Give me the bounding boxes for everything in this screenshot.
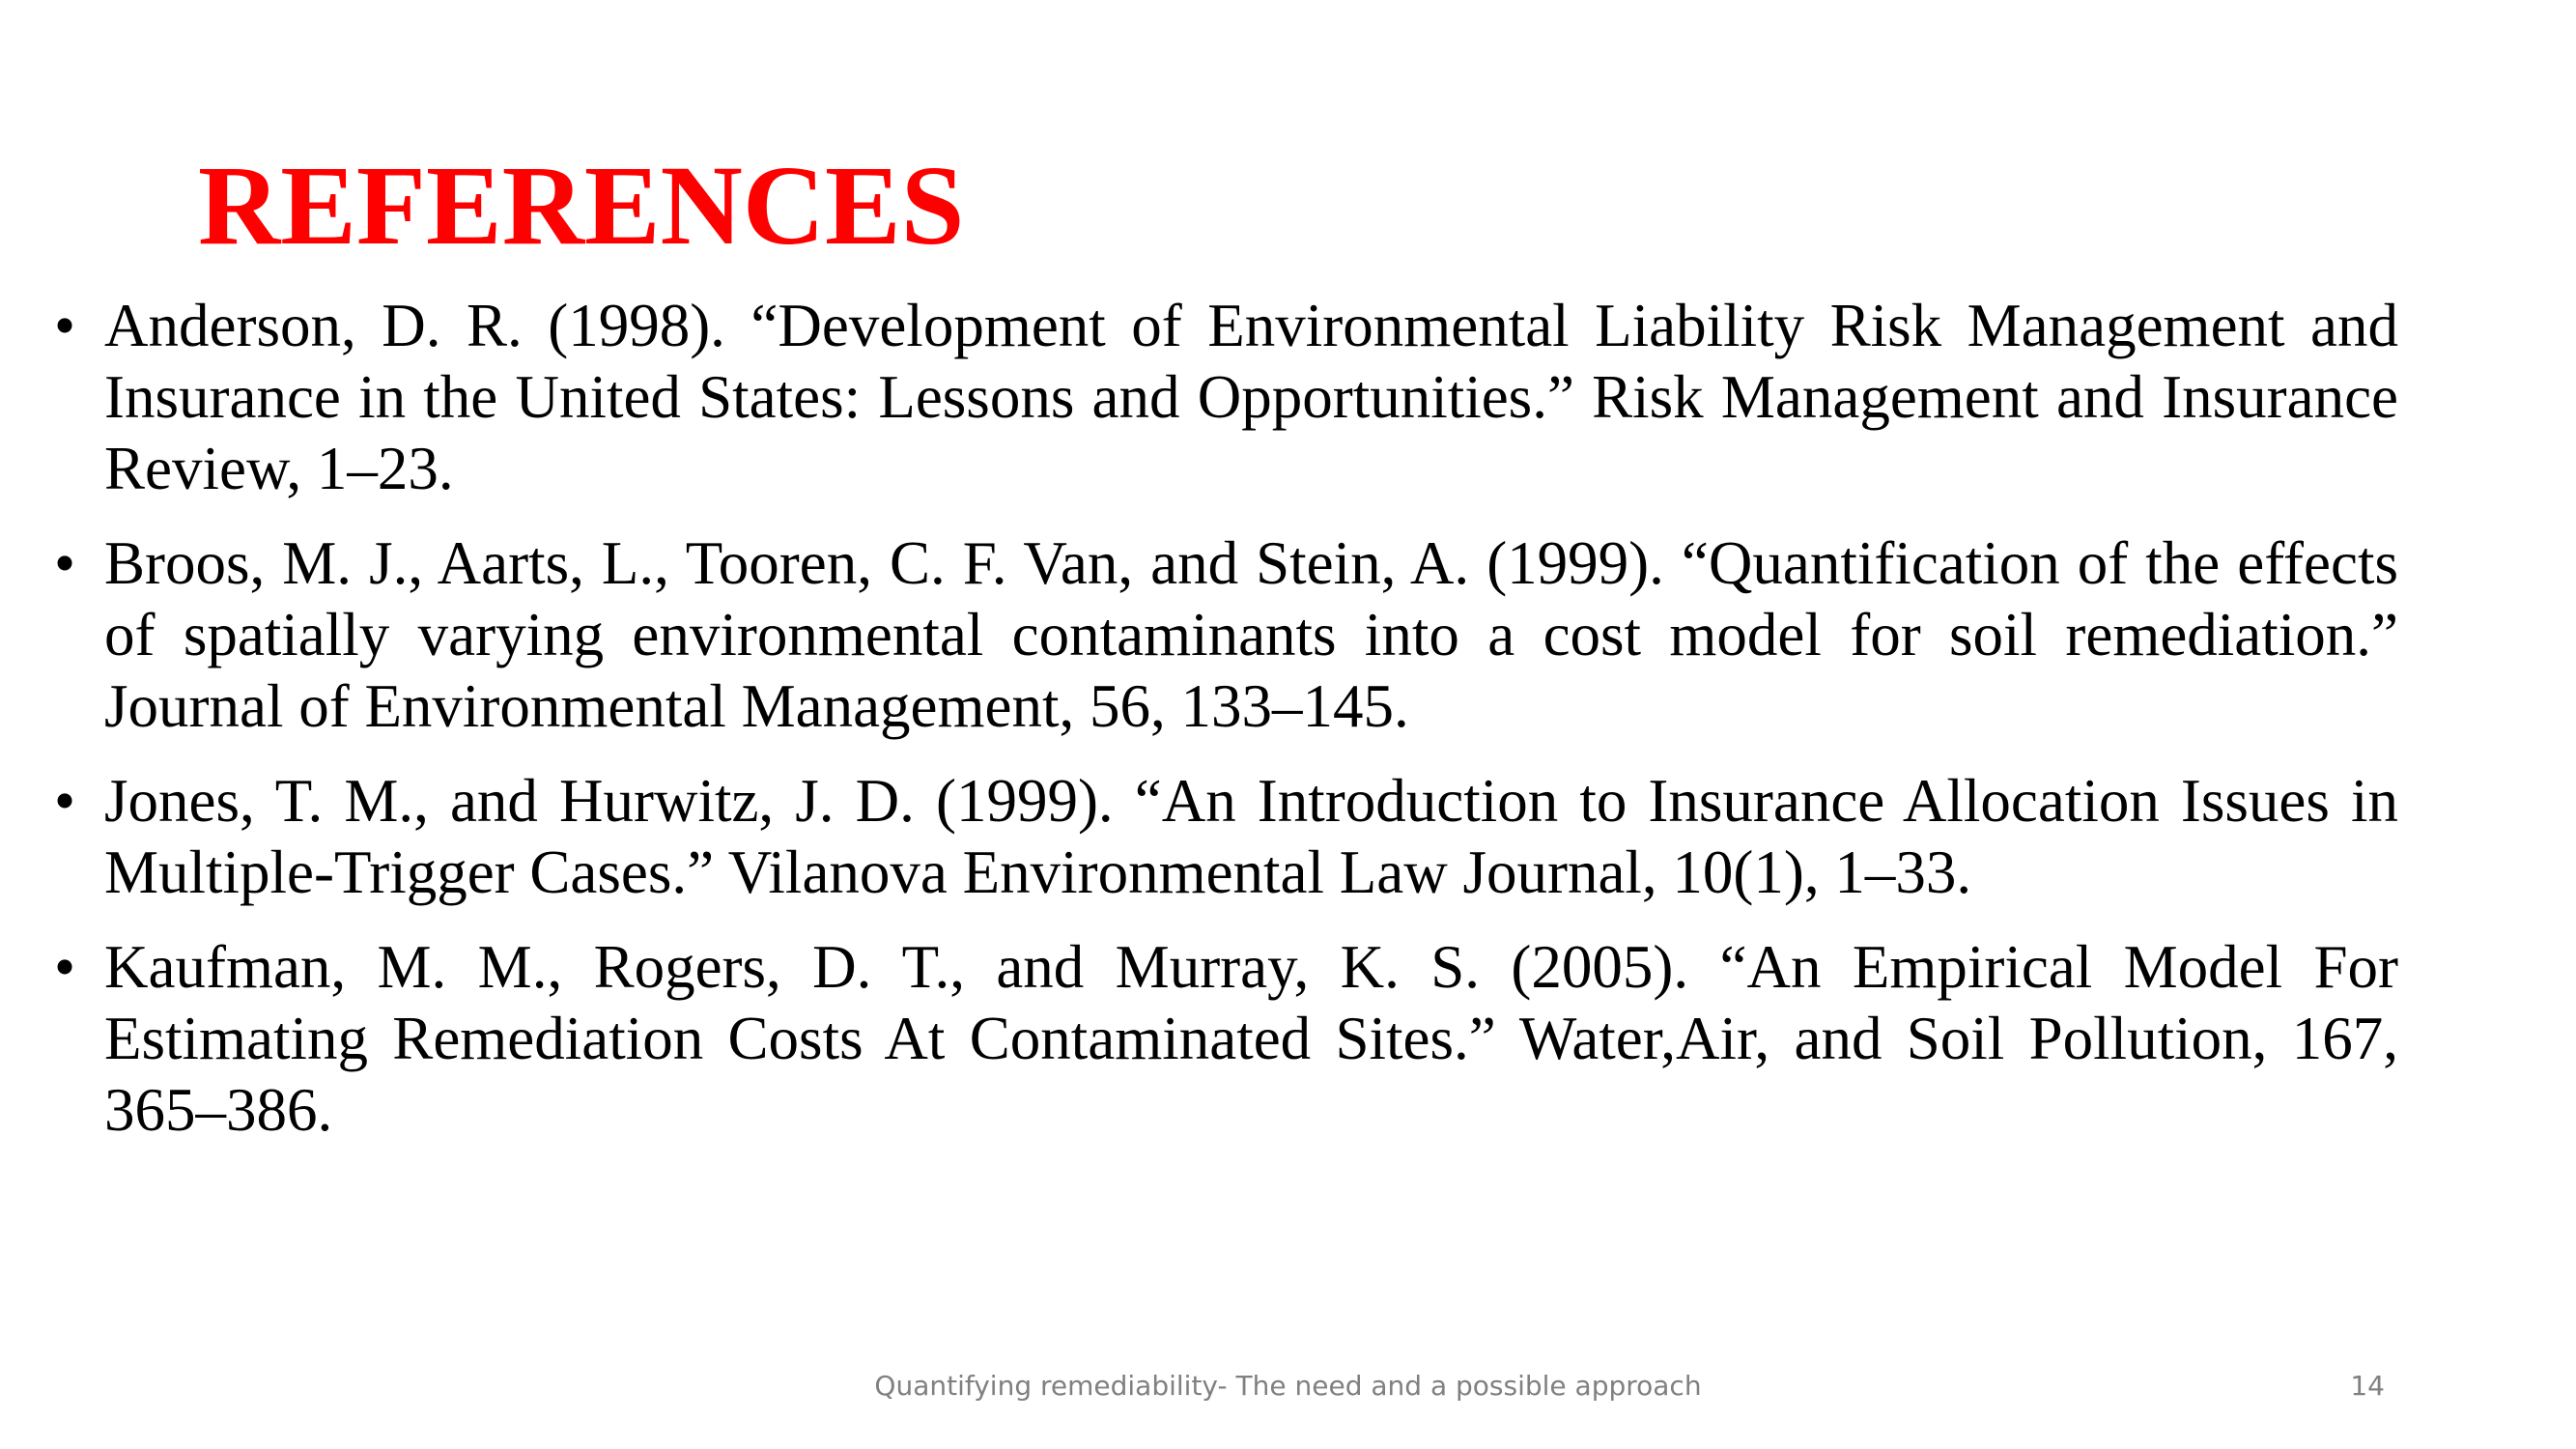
bullet-icon: • <box>54 933 76 1001</box>
reference-item <box>54 931 2398 1146</box>
reference-text: Kaufman, M. M., Rogers, D. T., and Murray, K. S. (2005). “An Empirical Model For Estimating Remediation Costs At Contaminated Sites.” Water,Air, and Soil Pollution, 167, 365–386. <box>104 933 2398 1144</box>
bullet-icon: • <box>54 292 76 359</box>
slide-title: REFERENCES <box>198 142 965 269</box>
bullet-icon: • <box>54 529 76 597</box>
page-number: 14 <box>2350 1370 2385 1402</box>
references-list <box>54 290 2398 1169</box>
reference-text: Jones, T. M., and Hurwitz, J. D. (1999). “An Introduction to Insurance Allocation Issues in Multiple-Trigger Cases.” Vilanova Environmental Law Journal, 10(1), 1–33. <box>104 767 2398 906</box>
reference-text: Anderson, D. R. (1998). “Development of Environmental Liability Risk Management and Insurance in the United States: Lessons and Opportunities.” Risk Management and Insurance Review, 1–23. <box>104 292 2398 502</box>
reference-item <box>54 290 2398 504</box>
reference-item <box>54 527 2398 742</box>
reference-item <box>54 765 2398 908</box>
bullet-icon: • <box>54 767 76 835</box>
slide-footer: Quantifying remediability- The need and a possible approach <box>874 1370 1702 1402</box>
reference-text: Broos, M. J., Aarts, L., Tooren, C. F. Van, and Stein, A. (1999). “Quantification of the effects of spatially varying environmental contaminants into a cost model for soil remediation.” Journal of Environmental Management, 56, 133–145. <box>104 529 2398 740</box>
